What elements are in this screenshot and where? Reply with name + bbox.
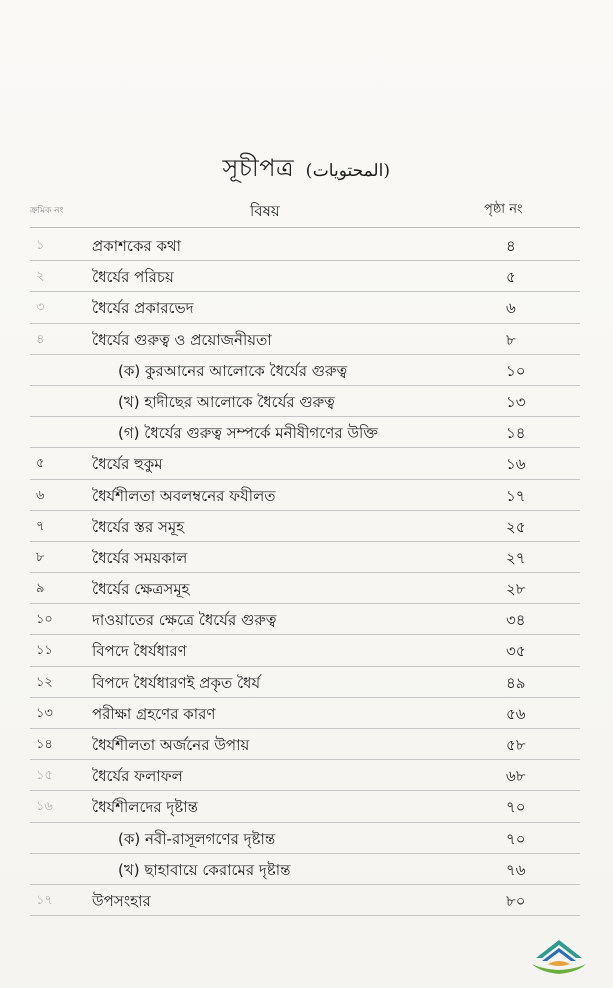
table-row	[0, 854, 613, 885]
row-serial: ৫	[36, 456, 45, 472]
row-topic: ধৈর্যের সময়কাল	[92, 548, 188, 567]
row-topic: (খ) হাদীছের আলোকে ধৈর্যের গুরুত্ব	[118, 392, 335, 411]
row-serial: ১১	[36, 643, 53, 659]
table-row	[0, 604, 613, 635]
row-serial: ৭	[36, 518, 45, 534]
row-page: ২৫	[506, 517, 526, 536]
row-page: ৮০	[506, 891, 526, 910]
table-row	[0, 230, 613, 261]
row-topic: ধৈর্যের প্রকারভেদ	[92, 299, 194, 318]
table-header	[0, 200, 613, 224]
table-row	[0, 448, 613, 479]
table-row	[0, 823, 613, 854]
row-topic: (খ) ছাহাবায়ে কেরামের দৃষ্টান্ত	[118, 860, 291, 879]
row-topic: (ক) কুরআনের আলোকে ধৈর্যের গুরুত্ব	[118, 361, 348, 380]
table-row	[0, 511, 613, 542]
row-topic: ধৈর্যের ক্ষেত্রসমূহ	[92, 580, 190, 599]
row-serial: ১৬	[36, 799, 53, 815]
row-page: ৪৯	[506, 673, 526, 692]
header-topic: বিষয়	[250, 202, 280, 220]
page-title	[0, 150, 613, 190]
table-row	[0, 292, 613, 323]
row-topic: দাওয়াতের ক্ষেত্রে ধৈর্যের গুরুত্ব	[92, 611, 277, 630]
row-topic: ধৈর্যের স্তর সমূহ	[92, 517, 185, 536]
row-serial: ৬	[36, 487, 45, 503]
row-topic: ধৈর্যের গুরুত্ব ও প্রয়োজনীয়তা	[92, 330, 272, 349]
row-serial: ৪	[36, 331, 45, 347]
row-page: ৫৬	[506, 704, 526, 723]
table-row	[0, 386, 613, 417]
row-page: ৬৮	[506, 767, 526, 786]
row-topic: ধৈর্যশীলতা অর্জনের উপায়	[92, 736, 250, 754]
row-page: ১৩	[506, 392, 526, 411]
table-row	[0, 417, 613, 448]
row-page: ২৭	[506, 548, 526, 567]
title-arabic: (المحتويات)	[305, 161, 391, 181]
row-page: ৫৮	[506, 736, 526, 754]
row-serial: ২	[36, 269, 45, 285]
table-row	[0, 542, 613, 573]
row-topic: বিপদে ধৈর্যধারণ	[92, 642, 187, 661]
row-page: ৪	[506, 237, 516, 255]
row-page: ১৪	[506, 424, 526, 443]
row-serial: ১৩	[36, 705, 53, 721]
row-serial: ১২	[36, 674, 53, 690]
row-serial: ৯	[36, 581, 45, 597]
row-page: ৩৪	[506, 611, 526, 630]
title-bengali: সূচীপত্র	[222, 154, 295, 182]
table-row	[0, 791, 613, 822]
table-row	[0, 635, 613, 666]
row-serial: ১৪	[36, 737, 53, 752]
publisher-logo-icon	[528, 928, 590, 976]
table-row	[0, 324, 613, 355]
row-page: ৭৬	[506, 860, 526, 879]
header-divider	[30, 227, 580, 228]
table-row	[0, 667, 613, 698]
row-page: ৫	[506, 268, 516, 287]
table-row	[0, 573, 613, 604]
row-topic: (ক) নবী-রাসূলগণের দৃষ্টান্ত	[118, 829, 276, 848]
table-row	[0, 885, 613, 916]
row-serial: ৩	[36, 300, 45, 316]
row-topic: ধৈর্যের ফলাফল	[92, 767, 183, 786]
row-page: ৬	[506, 299, 516, 318]
row-divider	[30, 915, 580, 916]
table-row	[0, 355, 613, 386]
row-page: ৩৫	[506, 642, 526, 661]
row-page: ১০	[506, 361, 526, 380]
table-row	[0, 261, 613, 292]
table-row	[0, 760, 613, 791]
row-topic: ধৈর্যের হুকুম	[92, 455, 163, 474]
table-row	[0, 698, 613, 729]
header-page: পৃষ্ঠা নং	[484, 202, 523, 217]
row-serial: ১০	[36, 612, 53, 628]
row-page: ১৭	[506, 486, 526, 505]
row-serial: ১৫	[36, 768, 53, 784]
row-serial: ১	[36, 238, 45, 253]
row-page: ১৬	[506, 455, 526, 474]
row-page: ৭০	[506, 829, 526, 848]
row-page: ৭০	[506, 798, 526, 817]
row-topic: বিপদে ধৈর্যধারণই প্রকৃত ধৈর্য	[92, 673, 261, 692]
row-page: ৮	[506, 330, 516, 349]
row-topic: পরীক্ষা গ্রহণের কারণ	[92, 704, 216, 723]
row-topic: ধৈর্যশীলদের দৃষ্টান্ত	[92, 798, 198, 817]
row-topic: ধৈর্যশীলতা অবলম্বনের ফযীলত	[92, 486, 276, 505]
row-page: ২৮	[506, 580, 526, 599]
row-topic: ধৈর্যের পরিচয়	[92, 268, 174, 287]
table-row	[0, 480, 613, 511]
row-serial: ১৭	[36, 892, 53, 908]
row-topic: প্রকাশকের কথা	[92, 237, 182, 255]
row-serial: ৮	[36, 549, 45, 565]
row-topic: উপসংহার	[92, 891, 151, 910]
row-topic: (গ) ধৈর্যের গুরুত্ব সম্পর্কে মনীষীগণের উক্তি	[118, 424, 378, 443]
header-serial: ক্রমিক নং	[30, 206, 64, 216]
contents-table	[0, 230, 613, 916]
table-row	[0, 729, 613, 760]
